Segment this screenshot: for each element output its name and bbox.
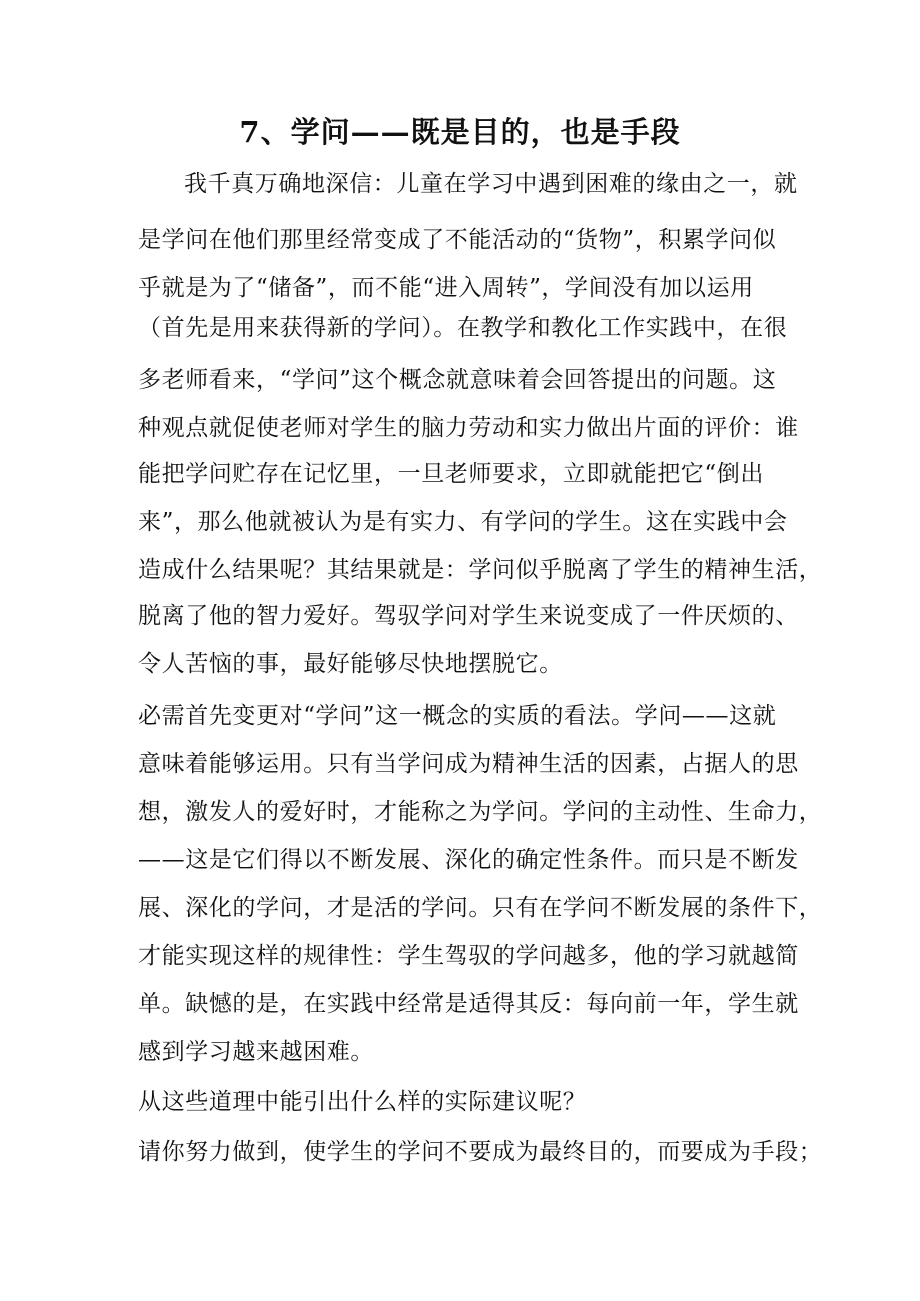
text-line: 多老师看来，“学问”这个概念就意味着会回答提出的问题。这	[138, 367, 777, 393]
text-line: ——这是它们得以不断发展、深化的确定性条件。而只是不断发	[138, 847, 799, 873]
text-line: 展、深化的学问，才是活的学问。只有在学问不断发展的条件下，	[138, 895, 823, 921]
text-line: 必需首先变更对“学问”这一概念的实质的看法。学问——这就	[138, 703, 777, 729]
text-line: 单。缺憾的是，在实践中经常是适得其反：每向前一年，学生就	[138, 991, 799, 1017]
text-line: 请你努力做到，使学生的学问不要成为最终目的，而要成为手段；	[138, 1139, 823, 1165]
text-line: 是学问在他们那里经常变成了不能活动的“货物”，积累学问似	[138, 227, 777, 253]
text-line: 来”，那么他就被认为是有实力、有学问的学生。这在实践中会	[138, 509, 788, 535]
text-line: 令人苦恼的事，最好能够尽快地摆脱它。	[138, 651, 563, 677]
text-line: 才能实现这样的规律性：学生驾驭的学问越多，他的学习就越简	[138, 943, 799, 969]
text-line: 从这些道理中能引出什么样的实际建议呢？	[138, 1089, 587, 1115]
text-line: 乎就是为了“储备”，而不能“进入周转”，学间没有加以运用	[138, 275, 754, 301]
text-line: 种观点就促使老师对学生的脑力劳动和实力做出片面的评价：谁	[138, 415, 799, 441]
text-line: 感到学习越来越困难。	[138, 1039, 374, 1065]
document-title: 7、学问——既是目的，也是手段	[239, 115, 681, 149]
text-line: 意味着能够运用。只有当学问成为精神生活的因素，占据人的思	[138, 751, 799, 777]
text-line: （首先是用来获得新的学问）。在教学和教化工作实践中，在很	[138, 315, 788, 341]
text-line: 能把学问贮存在记忆里，一旦老师要求，立即就能把它“倒出	[138, 461, 764, 487]
text-line: 想，激发人的爱好时，才能称之为学问。学问的主动性、生命力，	[138, 799, 823, 825]
text-line: 脱离了他的智力爱好。驾驭学问对学生来说变成了一件厌烦的、	[138, 603, 799, 629]
text-line: 我千真万确地深信：儿童在学习中遇到困难的缘由之一，就	[184, 171, 798, 197]
text-line: 造成什么结果呢？其结果就是：学问似乎脱离了学生的精神生活，	[138, 557, 823, 583]
